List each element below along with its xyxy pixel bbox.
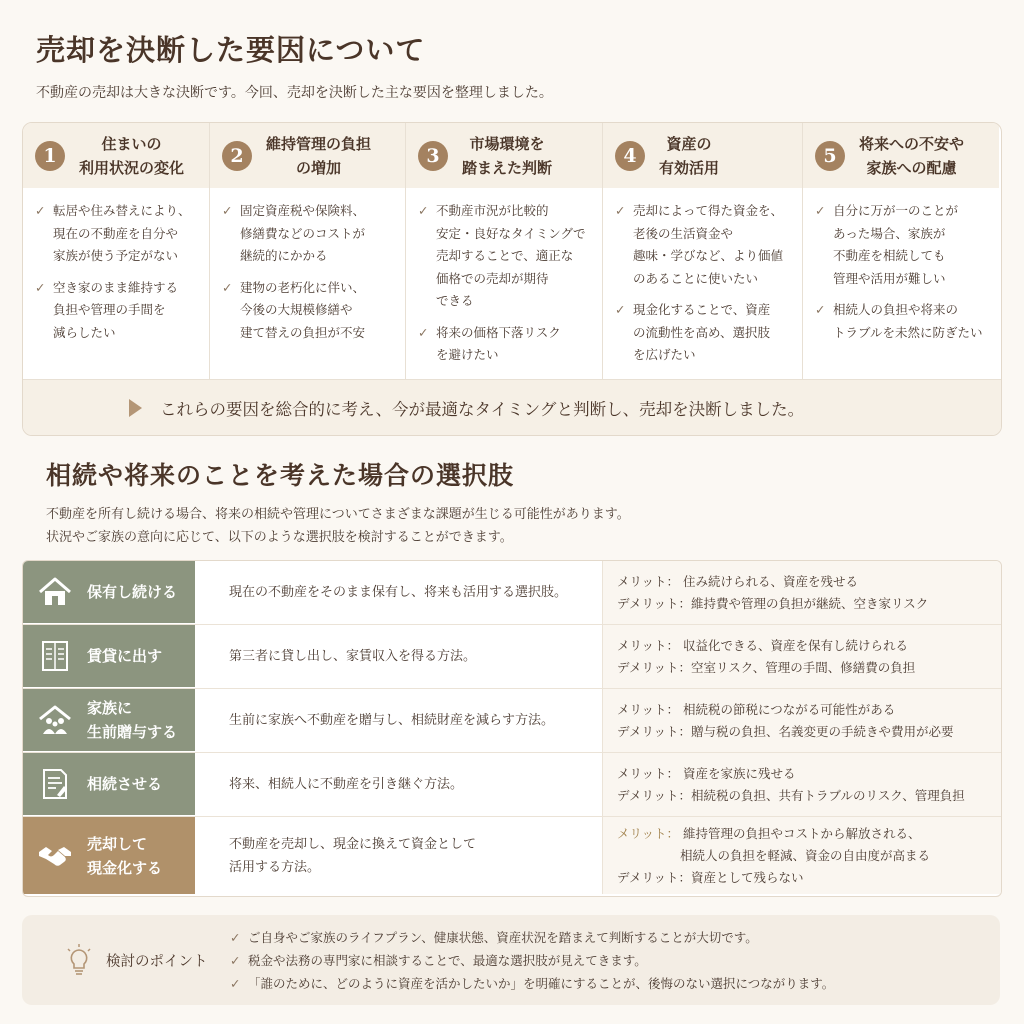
section1-lead: 不動産の売却は大きな決断です。今回、売却を決断した主な要因を整理しました。 [36,85,553,101]
check-icon: ✓ [418,203,429,218]
merit-line-continued: 相続人の負担を軽減、資金の自由度が高まる [680,847,931,863]
option-description: 将来、相続人に不動産を引き継ぐ方法。 [195,753,603,816]
section2-title: 相続や将来のことを考えた場合の選択肢 [46,461,515,490]
points-title: 検討のポイント [106,953,208,970]
factor-item: ✓ 自分に万が一のことが あった場合、家族が 不動産を相続しても 管理や活用が難しい [815,200,991,290]
options-table [22,560,1002,897]
conclusion-bar [23,379,1001,436]
demerit-line: デメリット：維持費や管理の負担が継続、空き家リスク [617,595,929,611]
option-pros-cons [603,817,1001,894]
point-item: ✓ ご自身やご家族のライフプラン、健康状態、資産状況を踏まえて判断することが大切です。 [230,926,834,949]
points-list [214,926,834,995]
conclusion-text: これらの要因を総合的に考え、今が最適なタイミングと判断し、売却を決断しました。 [160,400,805,419]
check-icon: ✓ [815,302,826,317]
factor-number: 3 [418,141,448,171]
factor-card [603,123,803,379]
rental-document-icon [37,638,73,674]
option-label: 家族に 生前贈与する [23,689,195,752]
option-pros-cons [603,753,1001,816]
factor-card [23,123,210,379]
lightbulb-icon [64,943,94,977]
check-icon: ✓ [35,203,46,218]
option-row [23,753,1001,817]
check-icon: ✓ [615,203,626,218]
factor-item: ✓ 将来の価格下落リスク を避けたい [418,322,594,367]
factor-item: ✓ 転居や住み替えにより、 現在の不動産を自分や 家族が使う予定がない [35,200,201,268]
inheritance-document-icon [37,766,73,802]
factor-body [803,188,999,344]
point-item: ✓ 「誰のために、どのように資産を活かしたいか」を明確にすることが、後悔のない選択につながります。 [230,972,834,995]
option-row [23,561,1001,625]
family-house-icon [37,702,73,738]
option-label: 売却して 現金化する [23,817,195,894]
merit-line: メリット： 収益化できる、資産を保有し続けられる [617,637,909,653]
check-icon: ✓ [418,324,429,340]
check-icon: ✓ [815,203,826,218]
factor-number: 4 [615,141,645,171]
factor-header [23,123,209,188]
factor-header [210,123,405,188]
option-row [23,689,1001,753]
option-row [23,625,1001,689]
demerit-line: デメリット：資産として残らない [617,869,804,885]
demerit-line: デメリット：空室リスク、管理の手間、修繕費の負担 [617,659,916,675]
triangle-arrow-icon [129,399,142,417]
factor-title: 維持管理の負担 の増加 [266,134,372,177]
merit-line: メリット： 相続税の節税につながる可能性がある [617,701,896,717]
factor-item: ✓ 相続人の負担や将来の トラブルを未然に防ぎたい [815,299,991,344]
check-icon: ✓ [615,302,626,317]
option-pros-cons [603,689,1001,752]
factors-row [23,123,1001,379]
factor-item: ✓ 建物の老朽化に伴い、 今後の大規模修繕や 建て替えの負担が不安 [222,277,397,345]
house-icon [37,574,73,610]
factor-title: 将来への不安や 家族への配慮 [859,134,965,177]
factor-body [23,188,209,344]
option-label: 保有し続ける [23,561,195,624]
factor-number: 2 [222,141,252,171]
factor-body [603,188,802,367]
factor-item: ✓ 売却によって得た資金を、 老後の生活資金や 趣味・学びなど、より価値 のあることに使いたい [615,200,794,290]
check-icon: ✓ [222,279,233,295]
merit-line: メリット： 住み続けられる、資産を残せる [617,573,859,589]
factor-card [406,123,603,379]
option-label: 相続させる [23,753,195,816]
check-icon: ✓ [230,929,241,945]
factor-card [803,123,999,379]
factor-item: ✓ 空き家のまま維持する 負担や管理の手間を 減らしたい [35,277,201,345]
factor-title: 資産の 有効活用 [659,134,720,177]
factors-panel [22,122,1002,436]
points-panel [22,915,1000,1005]
factor-body [210,188,405,344]
factor-header [603,123,802,188]
factor-item: ✓ 固定資産税や保険料、 修繕費などのコストが 継続的にかかる [222,200,397,268]
check-icon: ✓ [222,203,233,218]
factor-body [406,188,602,367]
option-description: 現在の不動産をそのまま保有し、将来も活用する選択肢。 [195,561,603,624]
section2-lead: 不動産を所有し続ける場合、将来の相続や管理についてさまざまな課題が生じる可能性があります。 状況やご家族の意向に応じて、以下のような選択肢を検討することができます。 [46,507,630,545]
option-pros-cons [603,561,1001,624]
factor-number: 1 [35,141,65,171]
factor-number: 5 [815,141,845,171]
factor-item: ✓ 不動産市況が比較的 安定・良好なタイミングで 売却することで、適正な 価格での売却が期待 できる [418,200,594,313]
option-label: 賃貸に出す [23,625,195,688]
factor-title: 住まいの 利用状況の変化 [79,134,185,177]
merit-line: メリット： 資産を家族に残せる [617,765,796,781]
option-description: 生前に家族へ不動産を贈与し、相続財産を減らす方法。 [195,689,603,752]
factor-header [803,123,999,188]
demerit-line: デメリット：贈与税の負担、名義変更の手続きや費用が必要 [617,723,954,739]
option-description: 不動産を売却し、現金に換えて資金として 活用する方法。 [195,817,603,894]
merit-line: メリット： 維持管理の負担やコストから解放される、 [617,825,921,841]
point-item: ✓ 税金や法務の専門家に相談することで、最適な選択肢が見えてきます。 [230,949,834,972]
section1-title: 売却を決断した要因について [36,33,426,67]
check-icon: ✓ [35,279,46,295]
demerit-line: デメリット：相続税の負担、共有トラブルのリスク、管理負担 [617,787,965,803]
factor-header [406,123,602,188]
factor-title: 市場環境を 踏まえた判断 [462,134,553,177]
check-icon: ✓ [230,975,241,991]
option-row [23,817,1001,894]
factor-item: ✓ 現金化することで、資産 の流動性を高め、選択肢 を広げたい [615,299,794,367]
check-icon: ✓ [230,952,241,968]
factor-card [210,123,406,379]
handshake-icon [37,838,73,874]
option-description: 第三者に貸し出し、家賃収入を得る方法。 [195,625,603,688]
option-pros-cons [603,625,1001,688]
